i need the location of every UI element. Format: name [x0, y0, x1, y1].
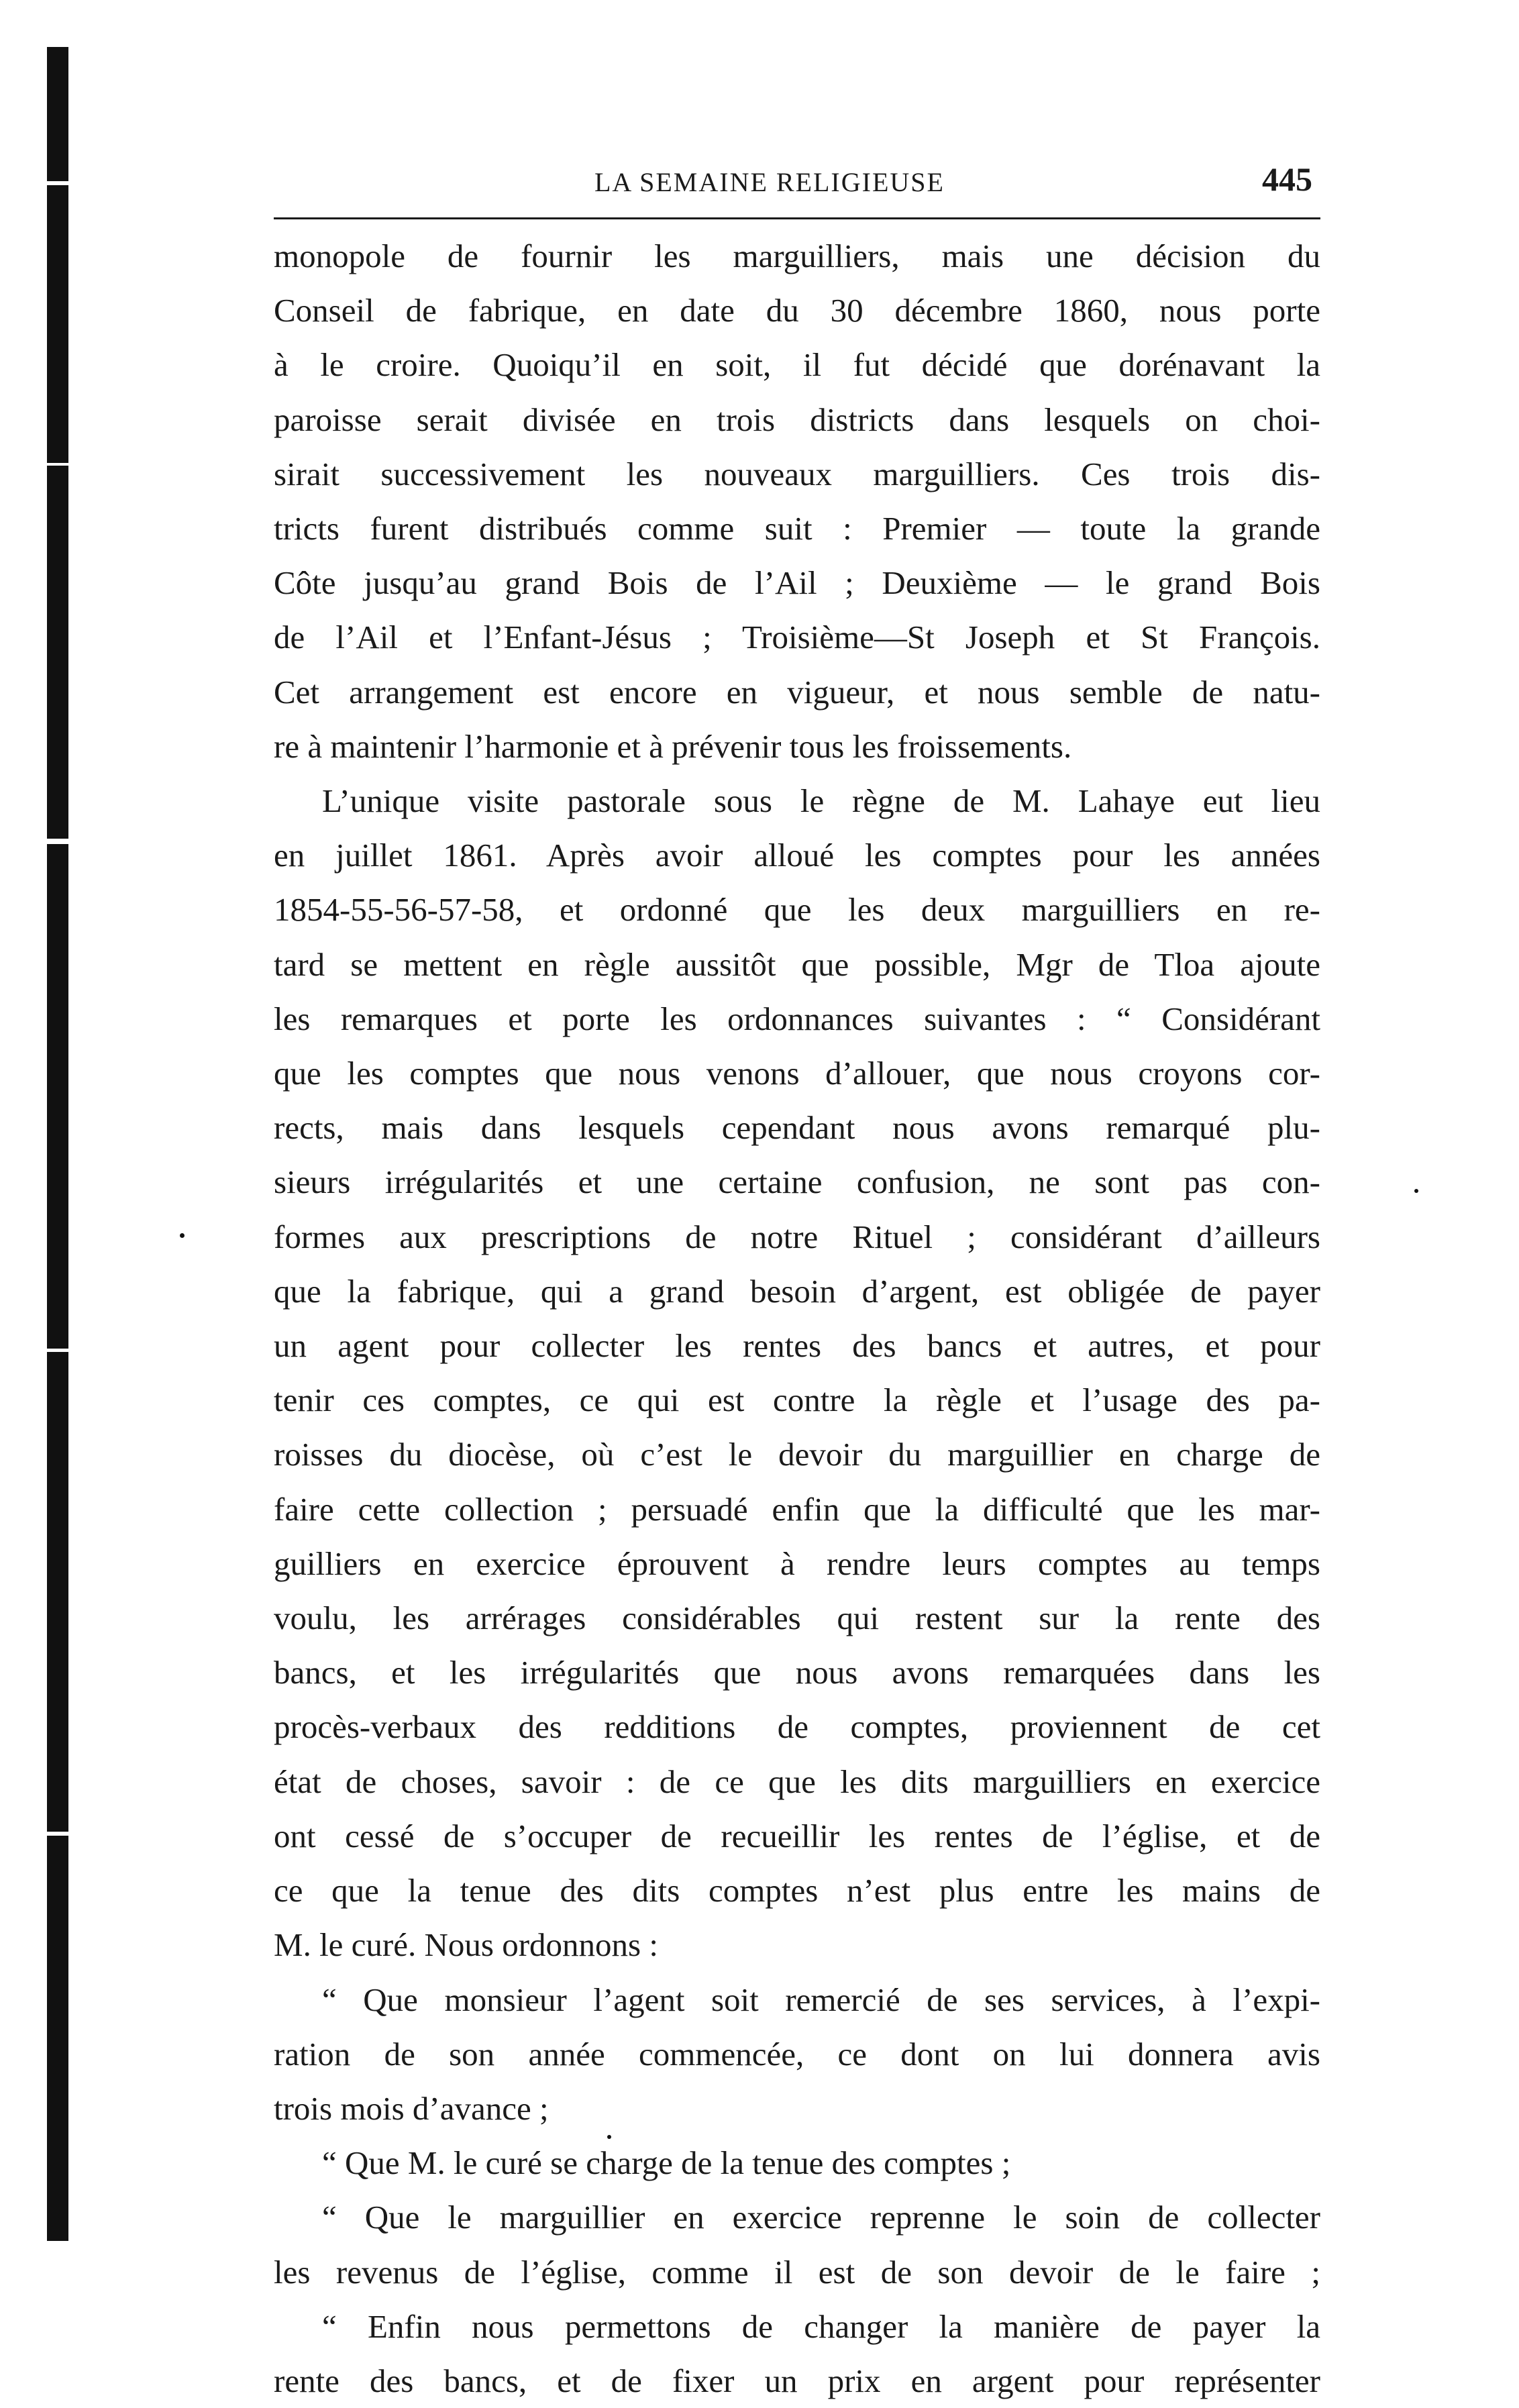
text-line: re à maintenir l’harmonie et à prévenir tous les froissements. [274, 727, 1072, 765]
text-line: un agent pour collecter les rentes des bancs et autres, et pour [274, 1327, 1320, 1365]
scan-speck [607, 2135, 611, 2139]
text-line: “ Enfin nous permettons de changer la manière de payer la [322, 2307, 1320, 2345]
text-line: “ Que M. le curé se charge de la tenue des comptes ; [322, 2144, 1011, 2182]
text-line: de l’Ail et l’Enfant-Jésus ; Troisième—St Joseph et St François. [274, 619, 1320, 656]
text-line: M. le curé. Nous ordonnons : [274, 1926, 658, 1964]
text-line: sieurs irrégularités et une certaine confusion, ne sont pas con- [274, 1163, 1320, 1201]
text-line: ont cessé de s’occuper de recueillir les rentes de l’église, et de [274, 1817, 1320, 1854]
text-line: tenir ces comptes, ce qui est contre la règle et l’usage des pa- [274, 1381, 1320, 1419]
text-line: formes aux prescriptions de notre Rituel ; considérant d’ailleurs [274, 1218, 1320, 1255]
scan-speck [180, 1233, 185, 1238]
page-number: 445 [1262, 160, 1312, 198]
text-line: Conseil de fabrique, en date du 30 décembre 1860, nous porte [274, 292, 1320, 329]
text-line: “ Que le marguillier en exercice reprenne le soin de collecter [322, 2199, 1320, 2236]
text-line: L’unique visite pastorale sous le règne de M. Lahaye eut lieu [322, 782, 1320, 820]
text-line: guilliers en exercice éprouvent à rendre leurs comptes au temps [274, 1545, 1320, 1582]
text-line: faire cette collection ; persuadé enfin que la difficulté que les mar- [274, 1490, 1320, 1528]
text-line: les revenus de l’église, comme il est de son devoir de le faire ; [274, 2253, 1320, 2291]
text-line: tard se mettent en règle aussitôt que possible, Mgr de Tloa ajoute [274, 945, 1320, 983]
text-line: 1854-55-56-57-58, et ordonné que les deux marguilliers en re- [274, 891, 1320, 929]
text-line: les remarques et porte les ordonnances suivantes : “ Considérant [274, 1000, 1320, 1037]
text-line: à le croire. Quoiqu’il en soit, il fut décidé que dorénavant la [274, 346, 1320, 384]
text-line: voulu, les arrérages considérables qui restent sur la rente des [274, 1600, 1320, 1637]
scan-speck [1414, 1189, 1418, 1193]
running-title: LA SEMAINE RELIGIEUSE [594, 167, 945, 197]
text-line: rects, mais dans lesquels cependant nous avons remarqué plu- [274, 1109, 1320, 1147]
text-line: que les comptes que nous venons d’allouer, que nous croyons cor- [274, 1055, 1320, 1092]
text-line: que la fabrique, qui a grand besoin d’argent, est obligée de payer [274, 1272, 1320, 1310]
text-line: tricts furent distribués comme suit : Premier — toute la grande [274, 510, 1320, 547]
book-page [274, 154, 1320, 2408]
text-line: ce que la tenue des dits comptes n’est plus entre les mains de [274, 1872, 1320, 1909]
text-line: Côte jusqu’au grand Bois de l’Ail ; Deuxième — le grand Bois [274, 564, 1320, 602]
text-line: trois mois d’avance ; [274, 2089, 549, 2127]
text-line: monopole de fournir les marguilliers, mais une décision du [274, 238, 1320, 274]
header-rule [274, 217, 1320, 219]
page-body [274, 229, 1320, 2408]
text-line: état de choses, savoir : de ce que les dits marguilliers en exercice [274, 1763, 1320, 1800]
text-line: bancs, et les irrégularités que nous avons remarquées dans les [274, 1654, 1320, 1691]
running-head [274, 154, 1320, 208]
text-line: “ Que monsieur l’agent soit remercié de ses services, à l’expi- [322, 1981, 1320, 2018]
text-line: paroisse serait divisée en trois districts dans lesquels on choi- [274, 401, 1320, 438]
text-line: procès-verbaux des redditions de comptes, proviennent de cet [274, 1708, 1320, 1746]
text-line: ration de son année commencée, ce dont on lui donnera avis [274, 2035, 1320, 2073]
text-line: Cet arrangement est encore en vigueur, et nous semble de natu- [274, 673, 1320, 711]
text-line: rente des bancs, et de fixer un prix en argent pour représenter [274, 2362, 1320, 2399]
text-line: roisses du diocèse, où c’est le devoir du marguillier en charge de [274, 1436, 1320, 1473]
scan-binding-edge [47, 47, 68, 2241]
text-line: en juillet 1861. Après avoir alloué les comptes pour les années [274, 837, 1320, 874]
text-line: sirait successivement les nouveaux marguilliers. Ces trois dis- [274, 455, 1320, 492]
